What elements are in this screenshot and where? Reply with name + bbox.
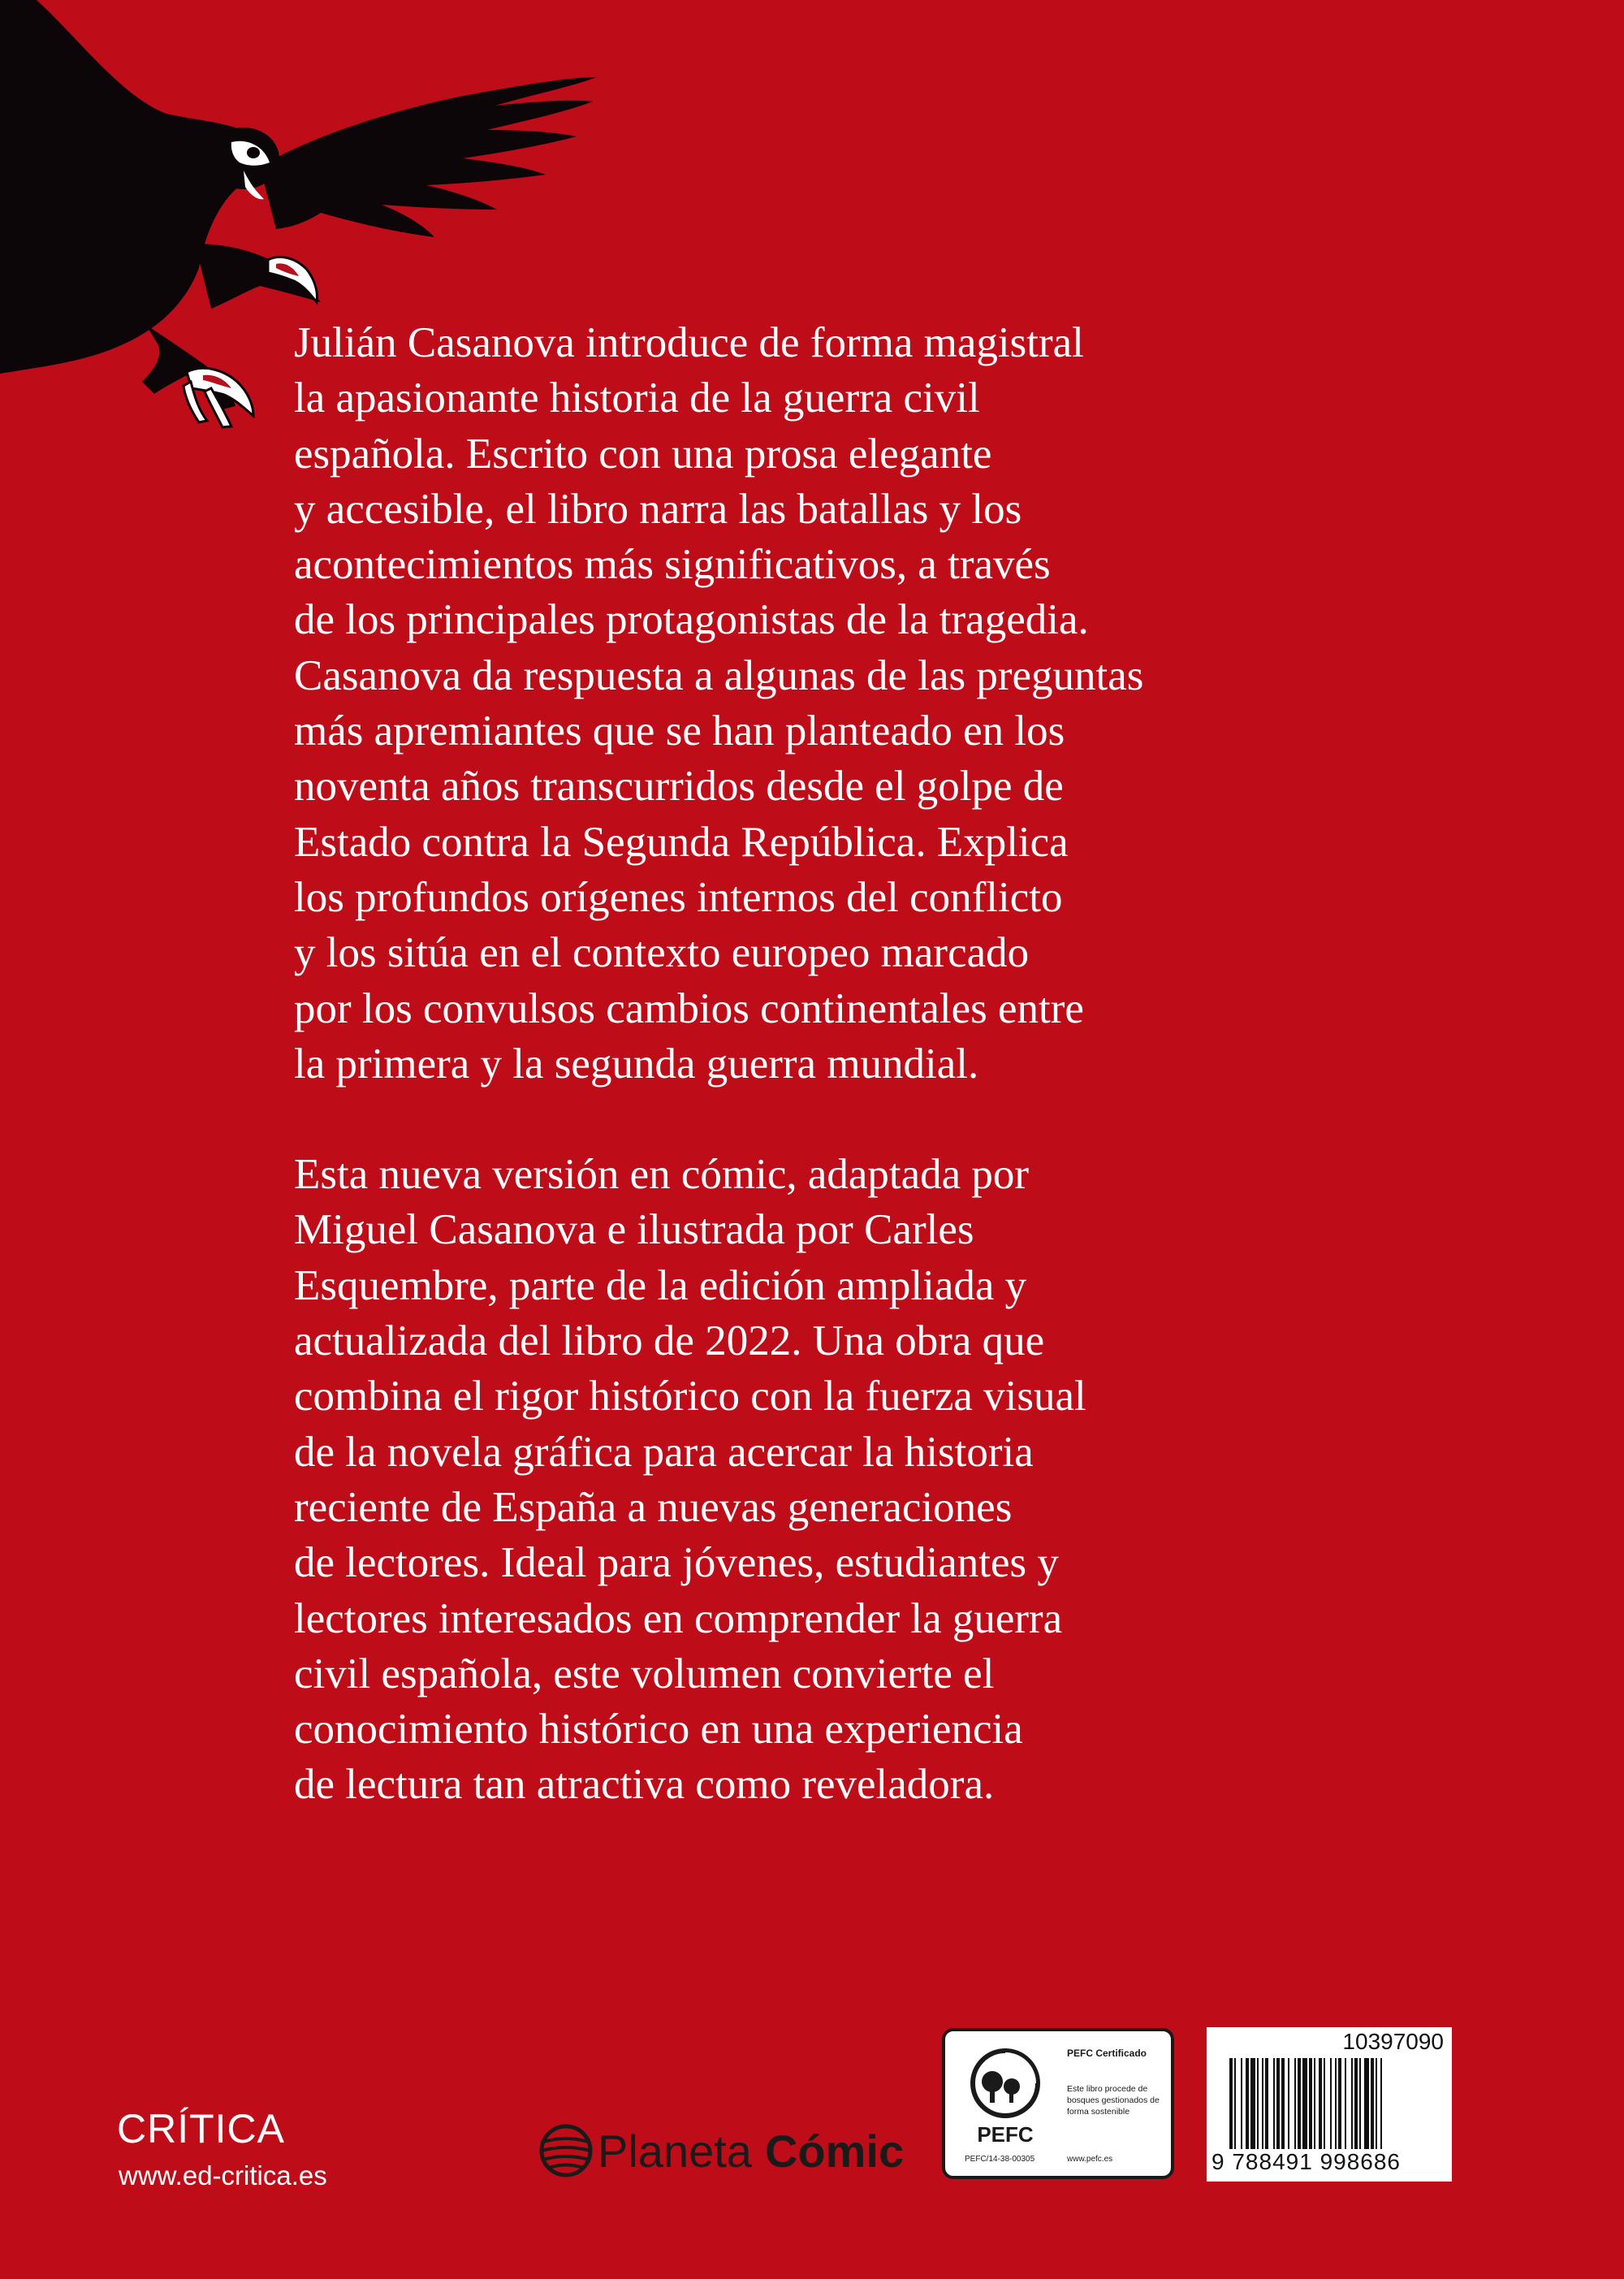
publisher-url[interactable]: www.ed-critica.es [119,2160,327,2190]
barcode-bar [1288,2058,1289,2149]
back-cover-blurb [294,315,1350,1813]
barcode-bar [1364,2058,1369,2149]
barcode-bar [1351,2058,1353,2149]
barcode-bar [1345,2058,1346,2149]
imprint-name: Planeta [598,2125,752,2177]
pefc-tree-icon [960,2046,1051,2147]
blurb-line: de la novela gráfica para acercar la historia [294,1428,1034,1476]
barcode-bar [1309,2058,1312,2149]
blurb-line: civil española, este volumen convierte el [294,1650,995,1697]
blurb-line: actualizada del libro de 2022. Una obra que [294,1317,1045,1365]
barcode-bar [1338,2058,1341,2149]
blurb-paragraph-1 [294,315,1350,1092]
barcode-bar [1314,2058,1315,2149]
pefc-title: PEFC Certificado [1067,2048,1147,2059]
blurb-line: lectores interesados en comprender la guerra [294,1594,1063,1642]
barcode-bar [1257,2058,1259,2149]
pefc-label: PEFC [977,2122,1034,2147]
barcode-bar [1229,2058,1233,2149]
blurb-line: por los convulsos cambios continentales entre [294,984,1084,1032]
blurb-line: Miguel Casanova e ilustrada por Carles [294,1206,974,1254]
blurb-line: Esquembre, parte de la edición ampliada y [294,1261,1027,1309]
barcode-bar [1380,2058,1382,2149]
blurb-line: Julián Casanova introduce de forma magistral [294,319,1084,366]
internal-code: 10397090 [1342,2029,1444,2054]
barcode-bar [1281,2058,1285,2149]
publisher-logo: CRÍTICA [117,2106,285,2151]
barcode-bar [1250,2058,1255,2149]
blurb-line: conocimiento histórico en una experiencia [294,1706,1023,1754]
blurb-line: los profundos orígenes internos del conflicto [294,873,1063,921]
barcode-bar [1376,2058,1377,2149]
barcode-bar [1359,2058,1361,2149]
blurb-line: y los sitúa en el contexto europeo marcado [294,929,1030,977]
blurb-line: Casanova da respuesta a algunas de las preguntas [294,651,1144,699]
barcode-bar [1265,2058,1268,2149]
imprint-logo [539,2124,904,2177]
blurb-line: acontecimientos más significativos, a través [294,541,1051,589]
planeta-globe-icon [539,2124,593,2177]
barcode-bar [1246,2058,1249,2149]
imprint-sub: Cómic [764,2125,905,2177]
blurb-line: noventa años transcurridos desde el golpe de [294,763,1064,811]
barcode-bar [1319,2058,1322,2149]
barcode-bar [1273,2058,1275,2149]
blurb-line: de lectura tan atractiva como reveladora. [294,1761,995,1809]
blurb-paragraph-2 [294,1147,1350,1813]
blurb-line: Estado contra la Segunda República. Explica [294,818,1069,866]
barcode-bar [1302,2058,1307,2149]
isbn-barcode [1207,2027,1452,2182]
barcode-bar [1234,2058,1236,2149]
blurb-line: reciente de España a nuevas generaciones [294,1483,1013,1531]
blurb-line: la primera y la segunda guerra mundial. [294,1040,979,1088]
barcode-bars [1229,2058,1440,2149]
barcode-bar [1262,2058,1263,2149]
barcode-bar [1241,2058,1242,2149]
isbn-number: 9 788491 998686 [1212,2149,1401,2174]
blurb-line: más apremiantes que se han planteado en los [294,707,1065,755]
barcode-bar [1354,2058,1358,2149]
blurb-line: española. Escrito con una prosa elegante [294,430,992,478]
blurb-line: de lectores. Ideal para jóvenes, estudiantes y [294,1539,1059,1587]
barcode-bar [1335,2058,1337,2149]
barcode-bar [1324,2058,1325,2149]
barcode-bar [1294,2058,1296,2149]
barcode-bar [1298,2058,1301,2149]
blurb-line: Esta nueva versión en cómic, adaptada por [294,1151,1030,1199]
barcode-bar [1330,2058,1332,2149]
blurb-line: combina el rigor histórico con la fuerza visual [294,1373,1086,1421]
blurb-line: y accesible, el libro narra las batallas y los [294,485,1022,533]
pefc-url: www.pefc.es [1067,2155,1113,2164]
blurb-line: la apasionante historia de la guerra civil [294,374,980,422]
pefc-certification-box [942,2028,1174,2179]
barcode-bar [1371,2058,1374,2149]
barcode-bar [1276,2058,1280,2149]
pefc-code: PEFC/14-38-00305 [965,2155,1035,2164]
blurb-line: de los principales protagonistas de la tragedia. [294,596,1089,644]
pefc-description: Este libro procede de bosques gestionados de forma sostenible [1067,2084,1160,2117]
